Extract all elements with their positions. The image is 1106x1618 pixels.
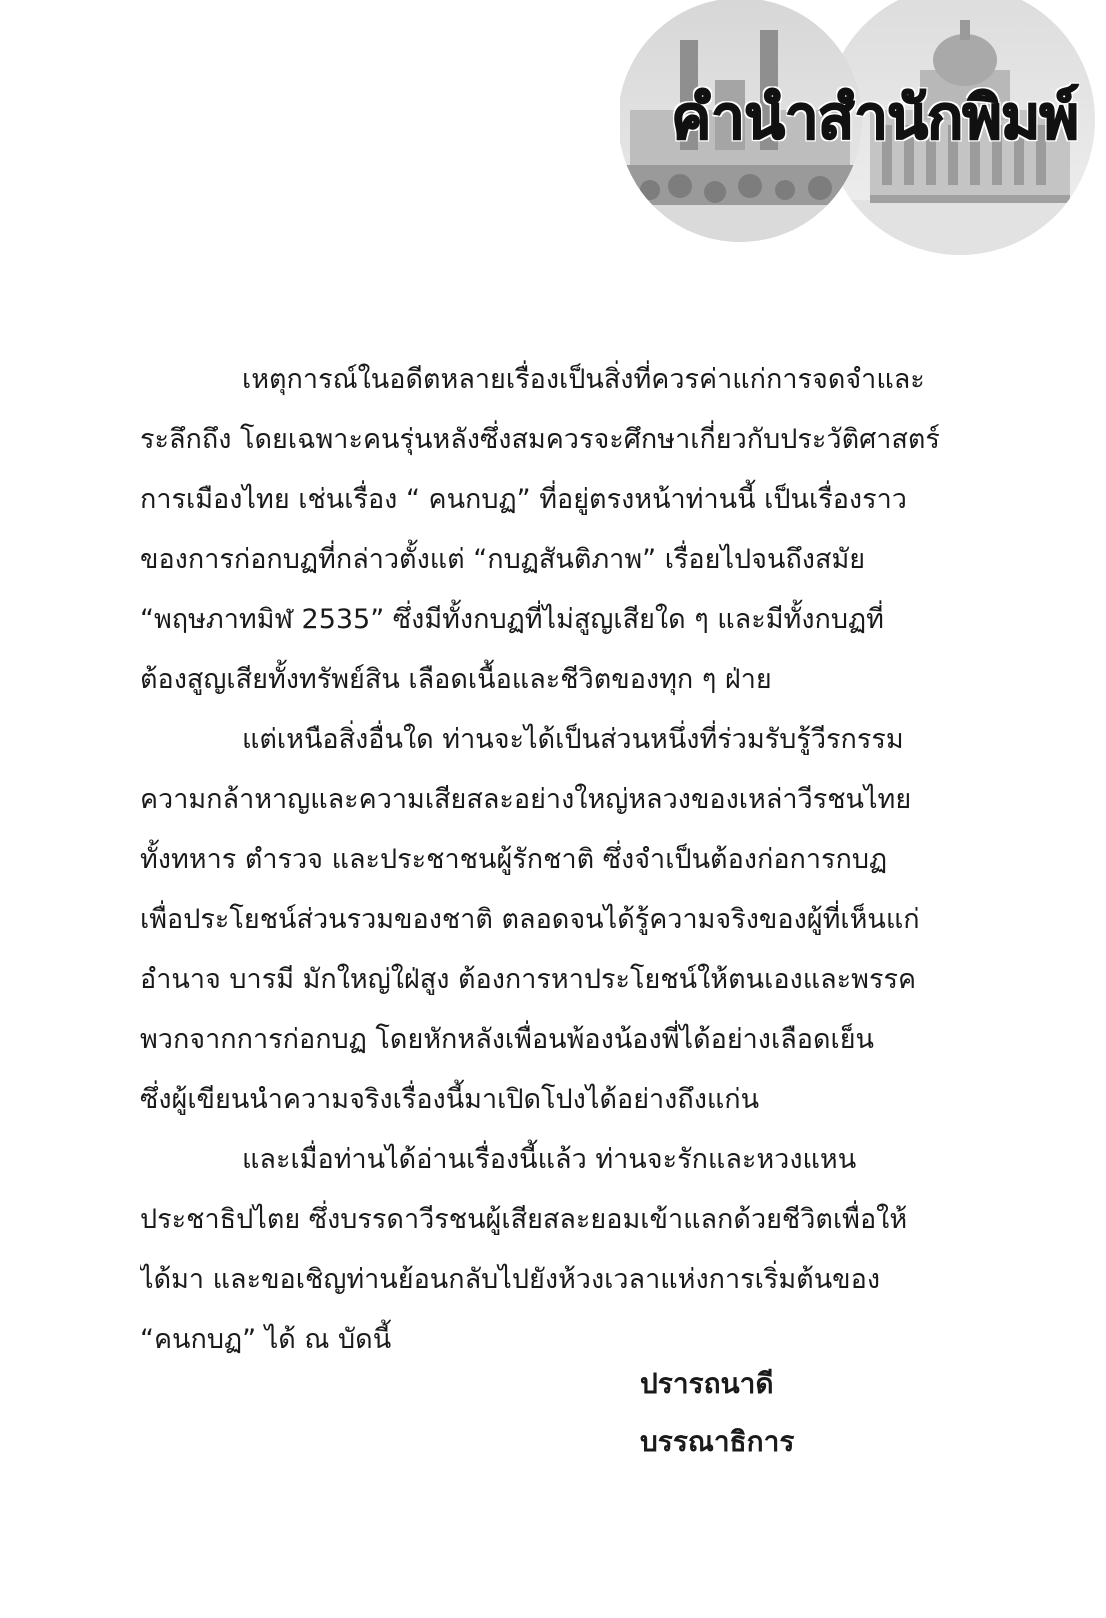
body-text <box>140 350 968 1370</box>
text-line: ต้องสูญเสียทั้งทรัพย์สิน เลือดเนื้อและชีวิตของทุก ๆ ฝ่าย <box>140 664 772 695</box>
text-line: ทั้งทหาร ตำรวจ และประชาชนผู้รักชาติ ซึ่งจำเป็นต้องก่อการกบฏ <box>140 844 888 875</box>
text-line: ได้มา และขอเชิญท่านย้อนกลับไปยังห้วงเวลาแห่งการเริ่มต้นของ <box>140 1264 881 1295</box>
signature-block <box>640 1355 794 1471</box>
page-title: คำนำสำนักพิมพ์ <box>671 83 1078 153</box>
text-line: ระลึกถึง โดยเฉพาะคนรุ่นหลังซึ่งสมควรจะศึกษาเกี่ยวกับประวัติศาสตร์ <box>140 424 940 455</box>
text-line: “คนกบฏ” ได้ ณ บัดนี้ <box>140 1324 392 1355</box>
signer-title: บรรณาธิการ <box>640 1425 795 1458</box>
text-line: เพื่อประโยชน์ส่วนรวมของชาติ ตลอดจนได้รู้ความจริงของผู้ที่เห็นแก่ <box>140 904 920 935</box>
text-line: พวกจากการก่อกบฏ โดยหักหลังเพื่อนพ้องน้องพี่ได้อย่างเลือดเย็น <box>140 1024 875 1055</box>
text-line: ความกล้าหาญและความเสียสละอย่างใหญ่หลวงของเหล่าวีรชนไทย <box>140 784 912 815</box>
paragraph-1 <box>140 350 968 710</box>
text-line: ซึ่งผู้เขียนนำความจริงเรื่องนี้มาเปิดโปงได้อย่างถึงแก่น <box>140 1084 760 1115</box>
closing-text: ปรารถนาดี <box>640 1367 774 1400</box>
paragraph-2 <box>140 710 968 1130</box>
text-line: “พฤษภาทมิฬ 2535” ซึ่งมีทั้งกบฏที่ไม่สูญเสียใด ๆ และมีทั้งกบฏที่ <box>140 604 884 635</box>
text-line: และเมื่อท่านได้อ่านเรื่องนี้แล้ว ท่านจะรักและหวงแหน <box>242 1144 857 1175</box>
text-line: ประชาธิปไตย ซึ่งบรรดาวีรชนผู้เสียสละยอมเข้าแลกด้วยชีวิตเพื่อให้ <box>140 1204 908 1235</box>
text-line: ของการก่อกบฏที่กล่าวตั้งแต่ “กบฏสันติภาพ” เรื่อยไปจนถึงสมัย <box>140 544 866 575</box>
text-line: เหตุการณ์ในอดีตหลายเรื่องเป็นสิ่งที่ควรค่าแก่การจดจำและ <box>242 364 925 395</box>
paragraph-3 <box>140 1130 968 1370</box>
text-line: แต่เหนือสิ่งอื่นใด ท่านจะได้เป็นส่วนหนึ่งที่ร่วมรับรู้วีรกรรม <box>242 724 904 755</box>
text-line: อำนาจ บารมี มักใหญ่ใฝ่สูง ต้องการหาประโยชน์ให้ตนเองและพรรค <box>140 964 917 995</box>
text-line: การเมืองไทย เช่นเรื่อง “ คนกบฏ” ที่อยู่ตรงหน้าท่านนี้ เป็นเรื่องราว <box>140 484 907 515</box>
